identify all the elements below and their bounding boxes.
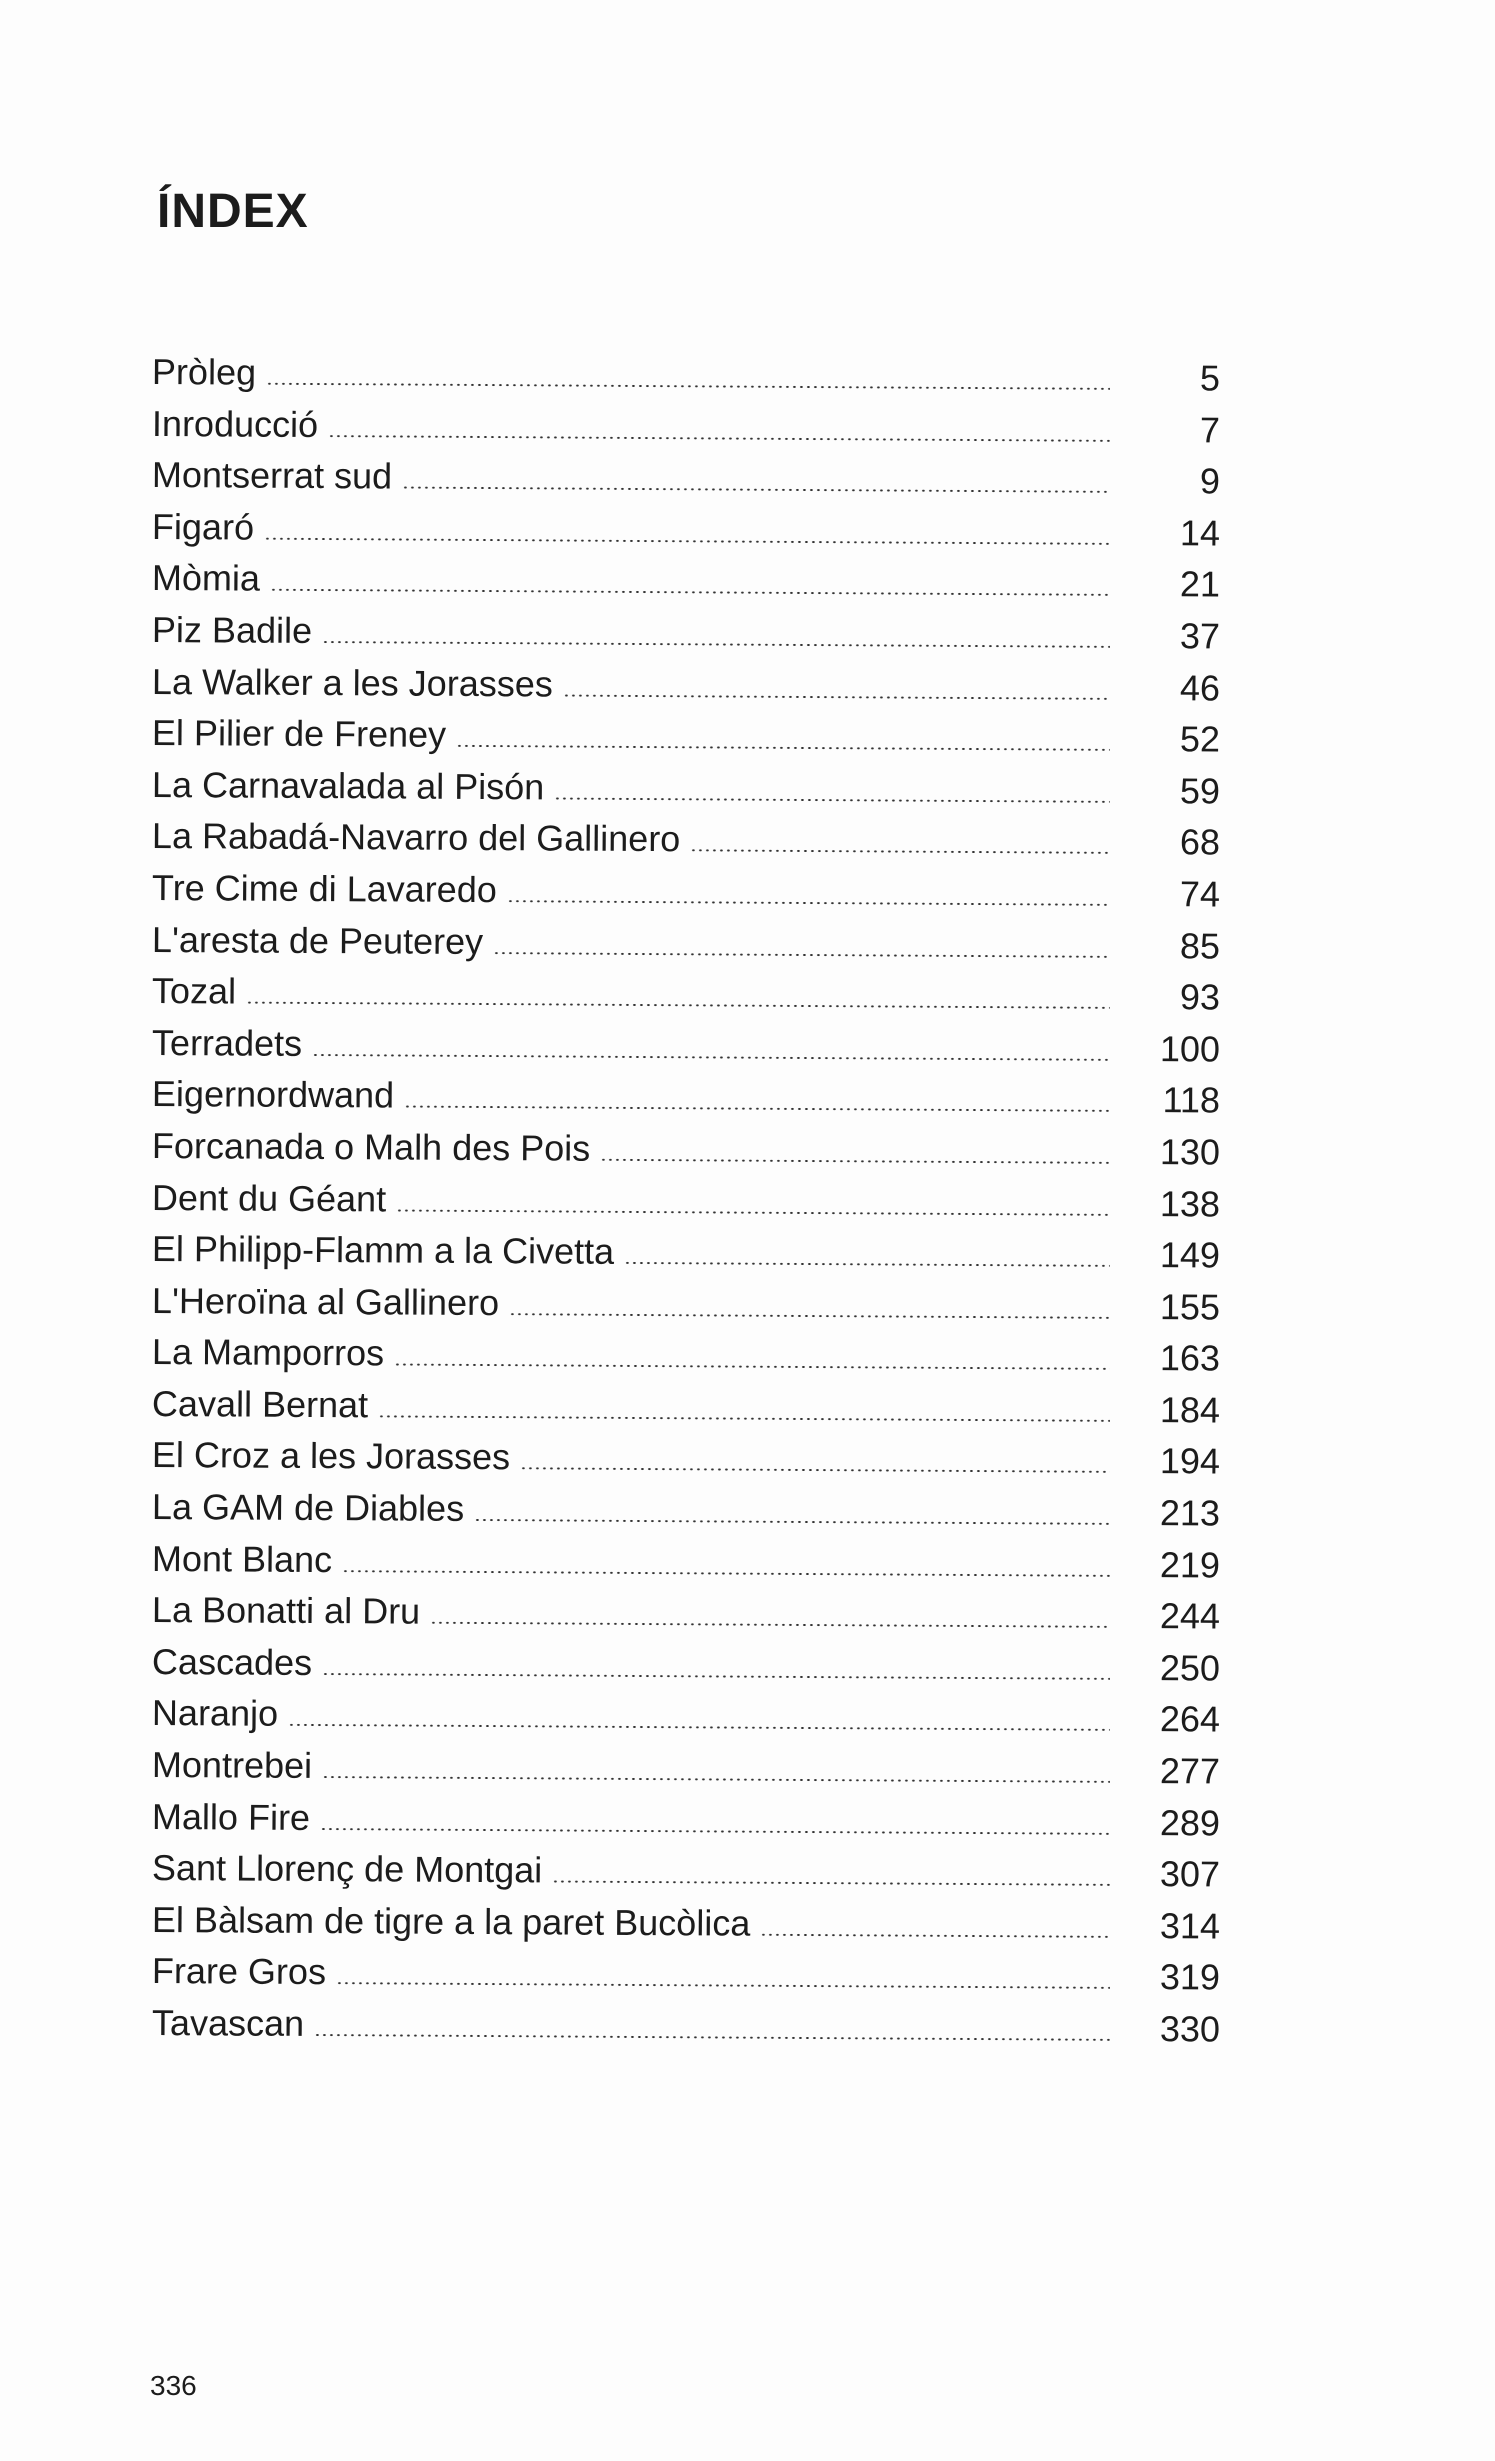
dot-leader <box>314 2034 1110 2041</box>
toc-entry-title: Tavascan <box>151 2002 305 2044</box>
dot-leader <box>554 797 1110 802</box>
toc-entry <box>152 1687 1220 1745</box>
toc-entry <box>152 501 1220 559</box>
toc-entry <box>152 707 1220 765</box>
toc-entry-title: Figaró <box>151 505 255 548</box>
toc-entry-page-number: 149 <box>1159 1234 1221 1276</box>
toc-entry <box>152 1894 1220 1952</box>
toc-entry-title: Tozal <box>151 970 237 1012</box>
toc-entry-title: La Bonatti al Dru <box>151 1589 421 1632</box>
toc-entry <box>152 965 1220 1023</box>
toc-entry-page-number: 74 <box>1179 873 1221 915</box>
toc-entry <box>152 656 1220 714</box>
toc-entry-title: Mont Blanc <box>151 1537 333 1580</box>
toc-entry-page-number: 9 <box>1199 460 1221 502</box>
dot-leader <box>430 1622 1110 1628</box>
toc-entry-page-number: 264 <box>1159 1698 1221 1740</box>
toc-entry-title: Cavall Bernat <box>151 1382 369 1426</box>
dot-leader <box>624 1262 1110 1267</box>
toc-entry <box>152 914 1220 972</box>
toc-entry-title: La Carnavalada al Pisón <box>151 763 545 808</box>
toc-entry-title: El Croz a les Jorasses <box>151 1434 511 1478</box>
dot-leader <box>264 537 1110 544</box>
toc-entry-page-number: 52 <box>1179 718 1221 760</box>
toc-entry-page-number: 138 <box>1159 1182 1221 1225</box>
toc-entry-page-number: 319 <box>1159 1956 1221 1998</box>
toc-entry-page-number: 46 <box>1179 666 1221 709</box>
toc-entry-title: Inroducció <box>151 402 319 445</box>
toc-entry <box>152 1636 1220 1694</box>
toc-entry <box>152 1945 1220 2003</box>
toc-entry <box>152 1584 1220 1642</box>
dot-leader <box>404 1106 1110 1112</box>
toc-entry <box>152 1275 1220 1333</box>
toc-entry-page-number: 330 <box>1159 2008 1221 2050</box>
dot-leader <box>520 1468 1110 1474</box>
toc-entry-page-number: 155 <box>1159 1285 1221 1328</box>
dot-leader <box>378 1415 1110 1421</box>
toc-entry-title: Naranjo <box>151 1692 279 1735</box>
toc-entry-page-number: 5 <box>1199 357 1221 399</box>
dot-leader <box>336 1983 1110 1990</box>
toc-entry-title: Cascades <box>151 1640 313 1683</box>
toc-entry-page-number: 21 <box>1179 563 1221 605</box>
toc-entry <box>152 810 1220 868</box>
dot-leader <box>394 1364 1110 1370</box>
toc-entry-page-number: 130 <box>1159 1131 1221 1173</box>
toc-entry <box>152 398 1220 456</box>
dot-leader <box>474 1519 1110 1525</box>
toc-entry-page-number: 307 <box>1159 1853 1221 1895</box>
toc-entry-title: El Bàlsam de tigre a la paret Bucòlica <box>151 1898 751 1944</box>
toc-entry-page-number: 118 <box>1162 1079 1221 1121</box>
toc-entry-page-number: 314 <box>1159 1904 1221 1947</box>
toc-entry <box>152 449 1220 507</box>
toc-entry <box>152 1842 1220 1900</box>
dot-leader <box>456 745 1110 751</box>
toc-entry-page-number: 250 <box>1159 1647 1221 1689</box>
toc-entry-title: Pròleg <box>151 351 257 393</box>
toc-entry <box>152 1429 1220 1487</box>
toc-entry <box>152 1739 1220 1797</box>
toc-entry <box>152 862 1220 920</box>
toc-entry-page-number: 244 <box>1159 1595 1221 1637</box>
toc-entry <box>152 604 1220 662</box>
dot-leader <box>246 1002 1110 1009</box>
toc-entry-page-number: 184 <box>1159 1389 1221 1431</box>
toc-entry-title: Mòmia <box>151 557 261 600</box>
toc-entry-page-number: 68 <box>1179 821 1221 863</box>
page-number: 336 <box>150 2370 197 2401</box>
dot-leader <box>312 1054 1110 1061</box>
toc-entry-title: Sant Llorenç de Montgai <box>151 1847 543 1891</box>
toc-entry-page-number: 213 <box>1159 1492 1221 1534</box>
dot-leader <box>266 383 1110 390</box>
toc-entry-page-number: 85 <box>1179 924 1221 967</box>
dot-leader <box>690 850 1110 855</box>
toc-entry-title: Dent du Géant <box>151 1176 387 1219</box>
dot-leader <box>322 1776 1110 1783</box>
toc-entry-title: Eigernordwand <box>151 1073 395 1116</box>
toc-entry-title: El Pilier de Freney <box>151 712 447 755</box>
dot-leader <box>342 1570 1110 1577</box>
toc-entry <box>152 759 1220 817</box>
toc-entry-page-number: 277 <box>1159 1750 1221 1792</box>
dot-leader <box>396 1209 1110 1215</box>
toc-entry-title: Tre Cime di Lavaredo <box>151 866 497 911</box>
toc-entry-page-number: 14 <box>1179 512 1221 554</box>
toc-entry <box>152 1997 1220 2055</box>
toc-entry <box>152 1223 1220 1281</box>
dot-leader <box>509 1313 1110 1319</box>
dot-leader <box>322 1673 1110 1680</box>
toc-entry-title: La Rabadá-Navarro del Gallinero <box>151 815 681 860</box>
toc-entry-title: El Philipp-Flamm a la Civetta <box>151 1228 615 1272</box>
toc-entry <box>152 1068 1220 1126</box>
dot-leader <box>760 1934 1110 1938</box>
toc-entry <box>152 346 1220 404</box>
toc-entry-title: Piz Badile <box>151 608 313 651</box>
dot-leader <box>493 952 1110 958</box>
page-title: ÍNDEX <box>157 185 309 238</box>
toc-entry-page-number: 163 <box>1159 1337 1221 1379</box>
dot-leader <box>322 641 1110 648</box>
dot-leader <box>600 1159 1110 1164</box>
dot-leader <box>270 589 1110 596</box>
toc-entry-page-number: 37 <box>1179 615 1221 657</box>
toc-entry-page-number: 93 <box>1179 976 1221 1018</box>
dot-leader <box>328 435 1110 442</box>
dot-leader <box>507 900 1110 906</box>
toc-entry-page-number: 7 <box>1199 408 1221 451</box>
toc-entry <box>152 1172 1220 1230</box>
toc-entry-page-number: 194 <box>1159 1440 1221 1482</box>
toc-entry <box>152 1791 1220 1849</box>
toc-entry-title: La Mamporros <box>151 1331 385 1374</box>
toc-entry-title: La Walker a les Jorasses <box>151 660 553 705</box>
toc-entry-title: Terradets <box>151 1021 303 1064</box>
toc-entry-title: La GAM de Diables <box>151 1486 465 1529</box>
toc-entry-title: L'Heroïna al Gallinero <box>151 1279 500 1323</box>
dot-leader <box>563 694 1110 699</box>
toc-entry <box>152 1017 1220 1075</box>
toc-entry-title: L'aresta de Peuterey <box>151 918 484 962</box>
toc-entry <box>152 1533 1220 1591</box>
dot-leader <box>288 1724 1110 1731</box>
table-of-contents <box>152 346 1220 2049</box>
toc-entry-title: Montrebei <box>151 1744 313 1787</box>
dot-leader <box>402 487 1110 493</box>
toc-entry <box>152 552 1220 610</box>
toc-entry-page-number: 219 <box>1159 1543 1221 1586</box>
toc-entry-page-number: 59 <box>1179 770 1221 812</box>
toc-entry-title: Montserrat sud <box>151 454 393 497</box>
toc-entry <box>152 1481 1220 1539</box>
toc-entry-title: Forcanada o Malh des Pois <box>151 1124 591 1169</box>
toc-entry <box>152 1120 1220 1178</box>
toc-entry-page-number: 100 <box>1159 1027 1221 1070</box>
toc-entry <box>152 1378 1220 1436</box>
dot-leader <box>320 1828 1110 1835</box>
dot-leader <box>552 1881 1110 1886</box>
toc-entry-title: Mallo Fire <box>151 1795 311 1838</box>
toc-entry <box>152 1326 1220 1384</box>
toc-entry-title: Frare Gros <box>151 1950 327 1993</box>
toc-entry-page-number: 289 <box>1159 1801 1221 1844</box>
